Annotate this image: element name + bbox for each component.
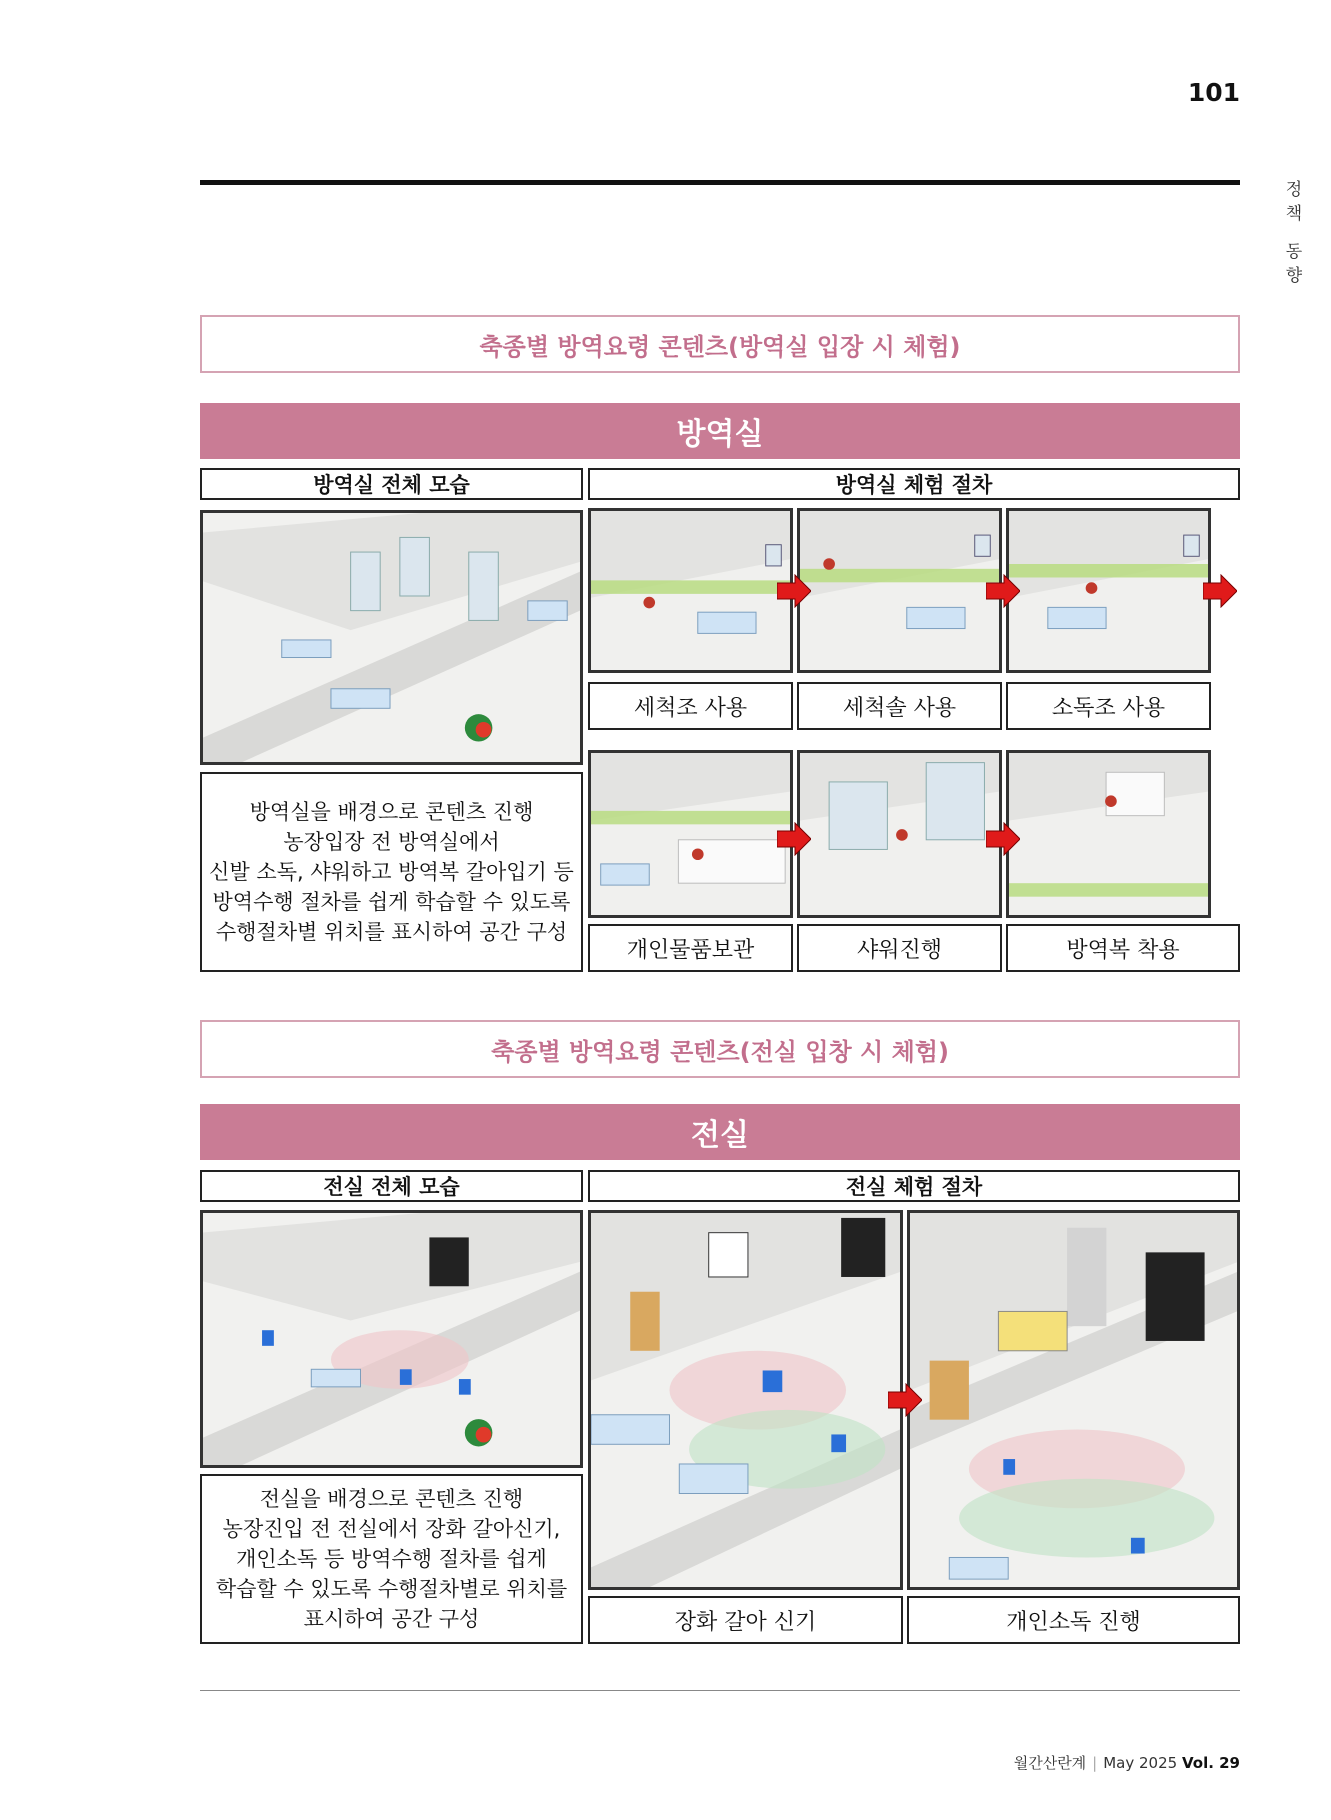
- arrow-right-icon: [1203, 574, 1237, 608]
- footer-volume: Vol. 29: [1181, 1754, 1240, 1772]
- step-personal-disinfection-image: [907, 1210, 1240, 1590]
- footer-magazine: 월간산란계: [1013, 1754, 1087, 1772]
- step-label: 샤워진행: [797, 924, 1002, 972]
- description-line: 방역수행 절차를 쉽게 학습할 수 있도록: [212, 890, 571, 914]
- footer: [900, 1752, 1240, 1773]
- top-rule: [200, 180, 1240, 185]
- step-protective-suit-image: [1006, 750, 1211, 918]
- section2-bar: 전실: [200, 1104, 1240, 1160]
- description-line: 방역실을 배경으로 콘텐츠 진행: [249, 800, 534, 824]
- description-line: 신발 소독, 샤워하고 방역복 갈아입기 등: [209, 860, 574, 884]
- arrow-right-icon: [777, 574, 811, 608]
- section1-procedure-header: 방역실 체험 절차: [588, 468, 1240, 500]
- description-line: 농장진입 전 전실에서 장화 갈아신기,: [222, 1517, 561, 1541]
- anteroom-overview-image: [200, 1210, 583, 1468]
- side-label-char: 정: [1285, 180, 1303, 200]
- section1-bar: 방역실: [200, 403, 1240, 459]
- step-label: 장화 갈아 신기: [588, 1596, 903, 1644]
- step-wash-tank-image: [588, 508, 793, 673]
- step-wash-brush-image: [797, 508, 1002, 673]
- arrow-right-icon: [888, 1383, 922, 1417]
- disinfection-room-overview-image: [200, 510, 583, 765]
- step-change-boots-image: [588, 1210, 903, 1590]
- step-label: 개인소독 진행: [907, 1596, 1240, 1644]
- side-label: [1282, 178, 1306, 288]
- section1-overview-header: 방역실 전체 모습: [200, 468, 583, 500]
- section2-title: 축종별 방역요령 콘텐츠(전실 입창 시 체험): [200, 1020, 1240, 1078]
- description-line: 전실을 배경으로 콘텐츠 진행: [259, 1487, 524, 1511]
- arrow-right-icon: [986, 574, 1020, 608]
- step-label: 세척솔 사용: [797, 682, 1002, 730]
- description-line: 표시하여 공간 구성: [303, 1607, 480, 1631]
- side-label-char: 동: [1285, 242, 1303, 262]
- side-label-char: 책: [1285, 204, 1303, 224]
- section2-procedure-header: 전실 체험 절차: [588, 1170, 1240, 1202]
- step-shower-image: [797, 750, 1002, 918]
- step-label: 세척조 사용: [588, 682, 793, 730]
- description-line: 수행절차별 위치를 표시하여 공간 구성: [215, 920, 568, 944]
- description-line: 개인소독 등 방역수행 절차를 쉽게: [236, 1547, 547, 1571]
- description-line: 농장입장 전 방역실에서: [283, 830, 500, 854]
- step-label: 개인물품보관: [588, 924, 793, 972]
- arrow-right-icon: [777, 822, 811, 856]
- step-disinfection-tank-image: [1006, 508, 1211, 673]
- section1-description: [200, 772, 583, 972]
- footer-date: May 2025: [1103, 1754, 1178, 1772]
- step-label: 소독조 사용: [1006, 682, 1211, 730]
- step-personal-storage-image: [588, 750, 793, 918]
- section1-title: 축종별 방역요령 콘텐츠(방역실 입장 시 체험): [200, 315, 1240, 373]
- description-line: 학습할 수 있도록 수행절차별로 위치를: [215, 1577, 568, 1601]
- footer-separator: |: [1092, 1754, 1098, 1772]
- side-label-char: 향: [1285, 266, 1303, 286]
- bottom-rule: [200, 1690, 1240, 1691]
- step-label: 방역복 착용: [1006, 924, 1240, 972]
- arrow-right-icon: [986, 822, 1020, 856]
- page-number: 101: [1187, 78, 1240, 107]
- section2-description: [200, 1474, 583, 1644]
- section2-overview-header: 전실 전체 모습: [200, 1170, 583, 1202]
